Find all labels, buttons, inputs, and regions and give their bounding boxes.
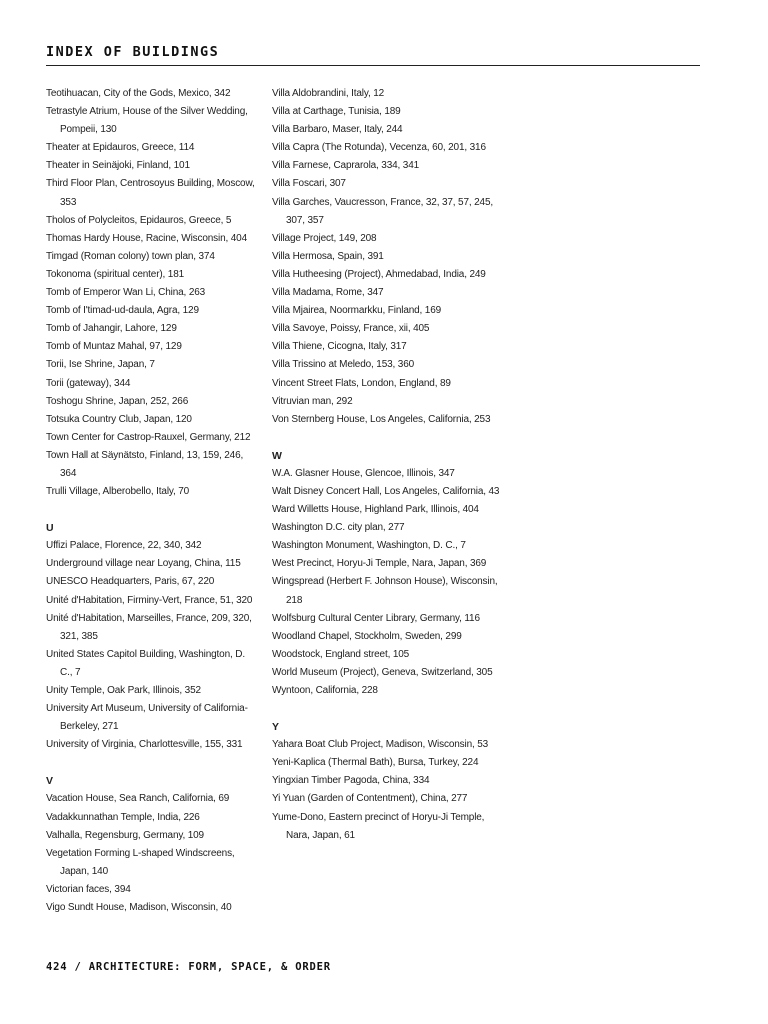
index-entry: World Museum (Project), Geneva, Switzerland, 305 — [272, 666, 493, 678]
index-entry: Yahara Boat Club Project, Madison, Wisconsin, 53 — [272, 739, 489, 751]
index-entry: Tomb of Emperor Wan Li, China, 263 — [46, 287, 206, 299]
section-letter: V — [46, 775, 54, 788]
index-entry: Villa Barbaro, Maser, Italy, 244 — [272, 124, 403, 136]
section-letter: Y — [272, 721, 280, 734]
index-entry: Yeni-Kaplica (Thermal Bath), Bursa, Turkey, 224 — [272, 757, 479, 769]
index-entry: Yi Yuan (Garden of Contentment), China, 277 — [272, 793, 468, 805]
index-entry: Teotihuacan, City of the Gods, Mexico, 342 — [46, 88, 231, 99]
index-entry: Villa Garches, Vaucresson, France, 32, 37, 57, 245, 307, 357 — [272, 196, 493, 226]
section-letter: U — [46, 522, 54, 535]
index-entry: Washington D.C. city plan, 277 — [272, 522, 405, 534]
index-entry: Wingspread (Herbert F. Johnson House), Wisconsin, 218 — [272, 576, 498, 606]
index-entry: Villa Trissino at Meledo, 153, 360 — [272, 359, 415, 371]
index-entry: Villa Thiene, Cicogna, Italy, 317 — [272, 341, 407, 353]
index-entry: Woodstock, England street, 105 — [272, 648, 410, 660]
index-entry: Totsuka Country Club, Japan, 120 — [46, 413, 192, 425]
page-header — [46, 44, 700, 66]
index-entry: Tomb of I'timad-ud-daula, Agra, 129 — [46, 305, 199, 317]
index-entry: Villa at Carthage, Tunisia, 189 — [272, 106, 401, 118]
index-entry: Wolfsburg Cultural Center Library, Germany, 116 — [272, 612, 480, 624]
index-entry: Wyntoon, California, 228 — [272, 685, 378, 696]
index-entry: Tomb of Jahangir, Lahore, 129 — [46, 323, 177, 335]
index-entry: Torii, Ise Shrine, Japan, 7 — [46, 359, 155, 371]
index-entry: Third Floor Plan, Centrosoyus Building, Moscow, 353 — [46, 178, 255, 208]
index-entry: Thomas Hardy House, Racine, Wisconsin, 404 — [46, 232, 248, 244]
index-entry: Vincent Street Flats, London, England, 89 — [272, 377, 451, 389]
index-entry: Village Project, 149, 208 — [272, 232, 377, 244]
index-entry: Villa Aldobrandini, Italy, 12 — [272, 88, 385, 99]
index-entry: West Precinct, Horyu-Ji Temple, Nara, Japan, 369 — [272, 558, 487, 570]
index-entry: Von Sternberg House, Los Angeles, California, 253 — [272, 413, 491, 425]
index-entry: Unité d'Habitation, Marseilles, France, 209, 320, 321, 385 — [46, 612, 252, 642]
index-entry: Villa Hutheesing (Project), Ahmedabad, India, 249 — [272, 268, 486, 280]
index-entry: University of Virginia, Charlottesville, 155, 331 — [46, 739, 243, 751]
index-entry: Valhalla, Regensburg, Germany, 109 — [46, 829, 204, 841]
index-entry: W.A. Glasner House, Glencoe, Illinois, 347 — [272, 467, 455, 479]
index-entry: UNESCO Headquarters, Paris, 67, 220 — [46, 576, 215, 588]
index-entry: Torii (gateway), 344 — [46, 377, 131, 389]
index-entry: Unité d'Habitation, Firminy-Vert, France, 51, 320 — [46, 594, 253, 606]
right-column — [272, 85, 502, 845]
index-entry: Tholos of Polycleitos, Epidauros, Greece, 5 — [46, 214, 232, 226]
page-title: INDEX OF BUILDINGS — [46, 44, 220, 60]
index-entry: Uffizi Palace, Florence, 22, 340, 342 — [46, 540, 202, 552]
index-entry: Theater in Seinäjoki, Finland, 101 — [46, 160, 190, 172]
index-entry: Vadakkunnathan Temple, India, 226 — [46, 811, 200, 823]
index-entry: Yingxian Timber Pagoda, China, 334 — [272, 775, 430, 787]
section-letter: W — [272, 449, 282, 462]
index-entry: Villa Madama, Rome, 347 — [272, 287, 384, 299]
index-entry: Trulli Village, Alberobello, Italy, 70 — [46, 486, 190, 498]
index-entry: Toshogu Shrine, Japan, 252, 266 — [46, 395, 189, 407]
index-entry: Tetrastyle Atrium, House of the Silver Wedding, Pompeii, 130 — [46, 106, 248, 136]
index-entry: Vegetation Forming L-shaped Windscreens, Japan, 140 — [46, 847, 235, 877]
index-entry: Villa Farnese, Caprarola, 334, 341 — [272, 160, 420, 172]
index-entry: Villa Mjairea, Noormarkku, Finland, 169 — [272, 305, 442, 317]
index-entry: Villa Capra (The Rotunda), Vecenza, 60, 201, 316 — [272, 142, 486, 154]
index-entry: Underground village near Loyang, China, 115 — [46, 558, 241, 570]
index-entry: Villa Hermosa, Spain, 391 — [272, 250, 384, 262]
index-entry: Villa Savoye, Poissy, France, xii, 405 — [272, 323, 430, 335]
index-entry: Vitruvian man, 292 — [272, 395, 353, 407]
index-entry: Timgad (Roman colony) town plan, 374 — [46, 250, 215, 262]
index-entry: Walt Disney Concert Hall, Los Angeles, California, 43 — [272, 485, 500, 497]
index-entry: Theater at Epidauros, Greece, 114 — [46, 142, 195, 154]
index-entry: Town Center for Castrop-Rauxel, Germany, 212 — [46, 431, 251, 443]
index-entry: United States Capitol Building, Washington, D. C., 7 — [46, 648, 245, 678]
index-entry: Town Hall at Säynätsto, Finland, 13, 159, 246, 364 — [46, 449, 244, 479]
index-entry: Woodland Chapel, Stockholm, Sweden, 299 — [272, 630, 462, 642]
index-entry: Victorian faces, 394 — [46, 883, 131, 895]
index-entry: Vigo Sundt House, Madison, Wisconsin, 40 — [46, 902, 232, 914]
index-entry: Washington Monument, Washington, D. C., 7 — [272, 540, 466, 552]
index-entry: University Art Museum, University of California-Berkeley, 271 — [46, 703, 248, 733]
index-entry: Tomb of Muntaz Mahal, 97, 129 — [46, 341, 182, 353]
index-entry: Yume-Dono, Eastern precinct of Horyu-Ji Temple, Nara, Japan, 61 — [272, 811, 485, 841]
page-footer: 424 / ARCHITECTURE: FORM, SPACE, & ORDER — [46, 961, 331, 973]
left-column — [46, 85, 258, 917]
index-entry: Vacation House, Sea Ranch, California, 69 — [46, 793, 230, 805]
index-entry: Ward Willetts House, Highland Park, Illinois, 404 — [272, 504, 479, 516]
index-entry: Villa Foscari, 307 — [272, 178, 346, 190]
index-entry: Tokonoma (spiritual center), 181 — [46, 268, 185, 280]
index-entry: Unity Temple, Oak Park, Illinois, 352 — [46, 685, 201, 696]
